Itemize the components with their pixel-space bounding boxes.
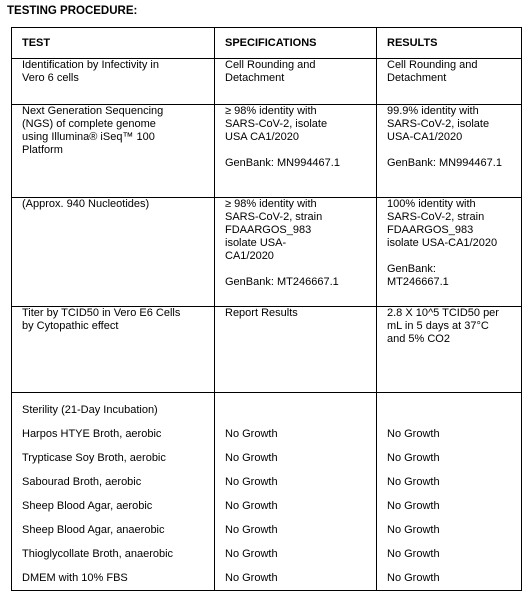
section-heading: TESTING PROCEDURE: — [7, 5, 138, 17]
sterility-test: Thioglycollate Broth, anaerobic — [22, 548, 174, 560]
result-text: 99.9% identity with SARS-CoV-2, isolate USA-CA1/2020 — [387, 105, 490, 143]
sterility-row — [12, 393, 522, 591]
result-cell — [377, 105, 522, 198]
spec-cell — [215, 198, 377, 307]
sterility-result: No Growth — [387, 428, 440, 440]
sterility-spec-cell — [215, 393, 377, 591]
table-row — [12, 105, 522, 198]
result-text: Cell Rounding and Detachment — [387, 59, 478, 84]
result-genbank: GenBank: MT246667.1 — [387, 263, 449, 288]
spec-text: ≥ 98% identity with SARS-CoV-2, isolate USA CA1/2020 — [225, 105, 328, 143]
table-row — [12, 59, 522, 105]
sterility-spec: No Growth — [225, 500, 278, 512]
spec-genbank: GenBank: MT246667.1 — [225, 276, 339, 288]
result-genbank: GenBank: MN994467.1 — [387, 157, 502, 169]
result-cell — [377, 198, 522, 307]
testing-procedure-table — [11, 27, 522, 591]
test-cell — [12, 198, 215, 307]
sterility-spec: No Growth — [225, 548, 278, 560]
sterility-spec: No Growth — [225, 572, 278, 584]
test-text: Identification by Infectivity in Vero 6 cells — [22, 59, 159, 84]
spec-text: Cell Rounding and Detachment — [225, 59, 316, 84]
sterility-spec: No Growth — [225, 524, 278, 536]
result-cell — [377, 59, 522, 105]
sterility-result: No Growth — [387, 548, 440, 560]
sterility-result: No Growth — [387, 500, 440, 512]
table-header-row — [12, 28, 522, 59]
result-text: 100% identity with SARS-CoV-2, strain FDAARGOS_983 isolate USA-CA1/2020 — [387, 198, 498, 249]
sterility-test: Trypticase Soy Broth, aerobic — [22, 452, 166, 464]
test-cell — [12, 307, 215, 393]
spec-text: ≥ 98% identity with SARS-CoV-2, strain FDAARGOS_983 isolate USA- CA1/2020 — [225, 198, 323, 262]
sterility-result: No Growth — [387, 572, 440, 584]
test-text: Next Generation Sequencing (NGS) of complete genome using Illumina® iSeq™ 100 Platform — [22, 105, 164, 156]
sterility-spec: No Growth — [225, 452, 278, 464]
result-text: 2.8 X 10^5 TCID50 per mL in 5 days at 37°C and 5% CO2 — [387, 307, 499, 345]
sterility-result: No Growth — [387, 476, 440, 488]
sterility-result: No Growth — [387, 524, 440, 536]
spec-cell — [215, 105, 377, 198]
test-cell — [12, 105, 215, 198]
sterility-test: Sheep Blood Agar, aerobic — [22, 500, 153, 512]
sterility-test: Harpos HTYE Broth, aerobic — [22, 428, 162, 440]
sterility-spec: No Growth — [225, 428, 278, 440]
spec-genbank: GenBank: MN994467.1 — [225, 157, 340, 169]
sterility-test: Sabourad Broth, aerobic — [22, 476, 142, 488]
sterility-test: Sheep Blood Agar, anaerobic — [22, 524, 165, 536]
test-text: Titer by TCID50 in Vero E6 Cells by Cytopathic effect — [22, 307, 181, 332]
table-row — [12, 307, 522, 393]
table-row — [12, 198, 522, 307]
test-text: (Approx. 940 Nucleotides) — [22, 198, 150, 210]
sterility-test: DMEM with 10% FBS — [22, 572, 128, 584]
result-cell — [377, 307, 522, 393]
sterility-spec: No Growth — [225, 476, 278, 488]
column-header-test: TEST — [12, 28, 215, 59]
column-header-specifications: SPECIFICATIONS — [215, 28, 377, 59]
spec-text: Report Results — [225, 307, 298, 319]
column-header-results: RESULTS — [377, 28, 522, 59]
spec-cell — [215, 307, 377, 393]
sterility-result-cell — [377, 393, 522, 591]
test-cell — [12, 59, 215, 105]
sterility-title: Sterility (21-Day Incubation) — [22, 404, 158, 416]
sterility-result: No Growth — [387, 452, 440, 464]
sterility-test-cell — [12, 393, 215, 591]
spec-cell — [215, 59, 377, 105]
